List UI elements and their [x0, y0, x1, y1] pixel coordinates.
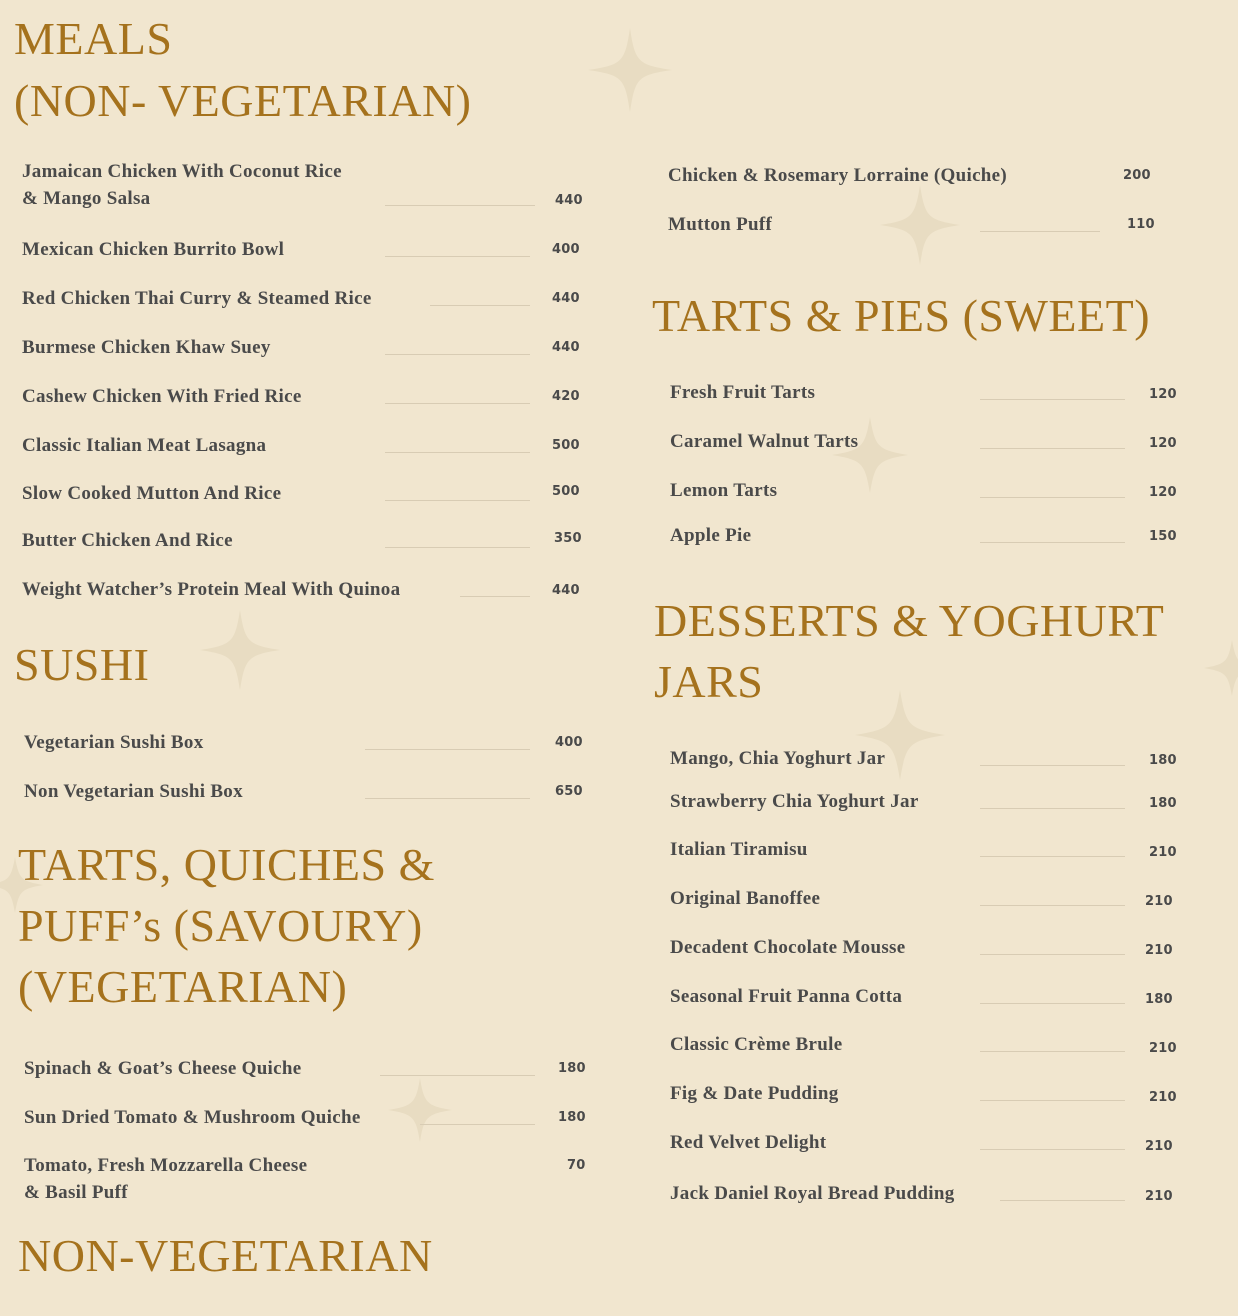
- menu-item-price: 210: [1149, 1090, 1177, 1105]
- menu-item: [670, 428, 858, 455]
- leader-line: [980, 905, 1125, 906]
- leader-line: [420, 1124, 535, 1125]
- leader-line: [980, 399, 1125, 400]
- leader-line: [430, 305, 530, 306]
- menu-item-price: 200: [1123, 168, 1151, 183]
- menu-item-name: Apple Pie: [670, 525, 752, 546]
- menu-item: [22, 383, 302, 410]
- menu-item-name: Sun Dried Tomato & Mushroom Quiche: [24, 1107, 361, 1128]
- menu-item: [668, 162, 1007, 189]
- menu-item-name: Italian Tiramisu: [670, 839, 808, 860]
- leader-line: [385, 256, 530, 257]
- menu-item-price: 500: [552, 438, 580, 453]
- leader-line: [980, 808, 1125, 809]
- menu-item: [670, 983, 902, 1010]
- menu-item-name: Lemon Tarts: [670, 480, 778, 501]
- leader-line: [980, 1100, 1125, 1101]
- menu-item: [670, 934, 905, 961]
- menu-item-price: 400: [555, 735, 583, 750]
- leader-line: [980, 231, 1100, 232]
- menu-item: [22, 480, 281, 507]
- menu-item: [24, 1152, 307, 1206]
- menu-item-name: Jamaican Chicken With Coconut Rice & Mango Salsa: [22, 161, 342, 209]
- menu-item-price: 180: [558, 1110, 586, 1125]
- menu-item-price: 210: [1145, 1139, 1173, 1154]
- menu-item-name: Mango, Chia Yoghurt Jar: [670, 748, 886, 769]
- menu-item-price: 180: [1149, 796, 1177, 811]
- section-title-sushi: SUSHI: [14, 639, 150, 690]
- menu-item: [670, 379, 815, 406]
- menu-item: [24, 1055, 301, 1082]
- menu-item: [22, 158, 342, 212]
- menu-item-name: Red Velvet Delight: [670, 1132, 827, 1153]
- menu-item-price: 180: [1145, 992, 1173, 1007]
- menu-item: [22, 236, 284, 263]
- leader-line: [385, 500, 530, 501]
- leader-line: [385, 205, 535, 206]
- menu-item-name: Slow Cooked Mutton And Rice: [22, 483, 282, 504]
- menu-item-price: 120: [1149, 387, 1177, 402]
- menu-item-name: Decadent Chocolate Mousse: [670, 937, 906, 958]
- leader-line: [980, 448, 1125, 449]
- menu-item-price: 440: [552, 340, 580, 355]
- menu-item-name: Cashew Chicken With Fried Rice: [22, 386, 302, 407]
- menu-item-price: 150: [1149, 529, 1177, 544]
- menu-item-name: Burmese Chicken Khaw Suey: [22, 337, 271, 358]
- menu-item-price: 210: [1149, 1041, 1177, 1056]
- menu-item-name: Original Banoffee: [670, 888, 821, 909]
- menu-item-name: Tomato, Fresh Mozzarella Cheese & Basil Puff: [24, 1155, 308, 1203]
- menu-item-name: Strawberry Chia Yoghurt Jar: [670, 791, 919, 812]
- menu-item-price: 180: [1149, 753, 1177, 768]
- leader-line: [385, 354, 530, 355]
- menu-item-name: Fresh Fruit Tarts: [670, 382, 816, 403]
- menu-item-name: Classic Italian Meat Lasagna: [22, 435, 267, 456]
- menu-item-price: 210: [1145, 943, 1173, 958]
- menu-item-price: 110: [1127, 217, 1155, 232]
- leader-line: [380, 1075, 535, 1076]
- menu-item: [668, 211, 772, 238]
- section-title-tarts-pies-sweet: TARTS & PIES (SWEET): [652, 290, 1151, 341]
- menu-item-price: 210: [1145, 1189, 1173, 1204]
- leader-line: [385, 547, 530, 548]
- menu-item-name: Vegetarian Sushi Box: [24, 732, 204, 753]
- leader-line: [385, 403, 530, 404]
- leader-line: [460, 596, 530, 597]
- menu-item-price: 400: [552, 242, 580, 257]
- menu-item-price: 120: [1149, 436, 1177, 451]
- section-title-tarts-quiches-puffs-savoury-vegetarian: TARTS, QUICHES & PUFF’s (SAVOURY) (VEGETARIAN): [18, 839, 435, 1012]
- menu-item-name: Seasonal Fruit Panna Cotta: [670, 986, 903, 1007]
- menu-item: [670, 1129, 826, 1156]
- menu-item: [24, 729, 204, 756]
- leader-line: [1000, 1200, 1125, 1201]
- menu-item: [670, 788, 919, 815]
- menu-item-price: 440: [552, 291, 580, 306]
- menu-item-name: Spinach & Goat’s Cheese Quiche: [24, 1058, 302, 1079]
- menu-item-name: Fig & Date Pudding: [670, 1083, 839, 1104]
- menu-item: [670, 885, 820, 912]
- menu-item-price: 500: [552, 484, 580, 499]
- menu-item: [670, 477, 777, 504]
- leader-line: [980, 856, 1125, 857]
- menu-item-price: 120: [1149, 485, 1177, 500]
- leader-line: [980, 497, 1125, 498]
- menu-item: [22, 285, 372, 312]
- menu-item: [670, 522, 751, 549]
- menu-item-name: Caramel Walnut Tarts: [670, 431, 859, 452]
- menu-item-name: Mexican Chicken Burrito Bowl: [22, 239, 285, 260]
- menu-item: [670, 1031, 842, 1058]
- menu-item-price: 70: [567, 1158, 586, 1173]
- menu-item-name: Chicken & Rosemary Lorraine (Quiche): [668, 165, 1008, 186]
- section-title-non-vegetarian: NON-VEGETARIAN: [18, 1230, 433, 1281]
- menu-item: [670, 836, 808, 863]
- leader-line: [980, 954, 1125, 955]
- menu-item-name: Weight Watcher’s Protein Meal With Quinoa: [22, 579, 401, 600]
- menu-item-name: Non Vegetarian Sushi Box: [24, 781, 243, 802]
- menu-item-price: 210: [1145, 894, 1173, 909]
- section-title-desserts-yoghurt-jars: DESSERTS & YOGHURT JARS: [654, 595, 1165, 707]
- menu-item-price: 440: [552, 583, 580, 598]
- menu-item-name: Mutton Puff: [668, 214, 773, 235]
- menu-item: [670, 745, 885, 772]
- menu-item: [24, 778, 243, 805]
- menu-item: [22, 576, 400, 603]
- menu-item: [670, 1180, 955, 1207]
- menu-item: [24, 1104, 361, 1131]
- menu-item-price: 650: [555, 784, 583, 799]
- menu-item-price: 440: [555, 193, 583, 208]
- section-title-meals-non-vegetarian: MEALS (NON- VEGETARIAN): [14, 13, 472, 126]
- menu-item-price: 420: [552, 389, 580, 404]
- menu-item-price: 350: [554, 531, 582, 546]
- menu-item-name: Classic Crème Brule: [670, 1034, 843, 1055]
- leader-line: [980, 1051, 1125, 1052]
- menu-item-name: Jack Daniel Royal Bread Pudding: [670, 1183, 955, 1204]
- leader-line: [365, 749, 530, 750]
- leader-line: [980, 542, 1125, 543]
- menu-item-price: 180: [558, 1061, 586, 1076]
- leader-line: [980, 1149, 1125, 1150]
- menu-item: [22, 334, 271, 361]
- leader-line: [385, 452, 530, 453]
- menu-item-name: Butter Chicken And Rice: [22, 530, 233, 551]
- menu-item: [22, 432, 266, 459]
- leader-line: [365, 798, 530, 799]
- leader-line: [980, 1003, 1125, 1004]
- menu-item: [670, 1080, 839, 1107]
- menu-item: [22, 527, 233, 554]
- menu-item-price: 210: [1149, 845, 1177, 860]
- leader-line: [980, 765, 1125, 766]
- menu-item-name: Red Chicken Thai Curry & Steamed Rice: [22, 288, 372, 309]
